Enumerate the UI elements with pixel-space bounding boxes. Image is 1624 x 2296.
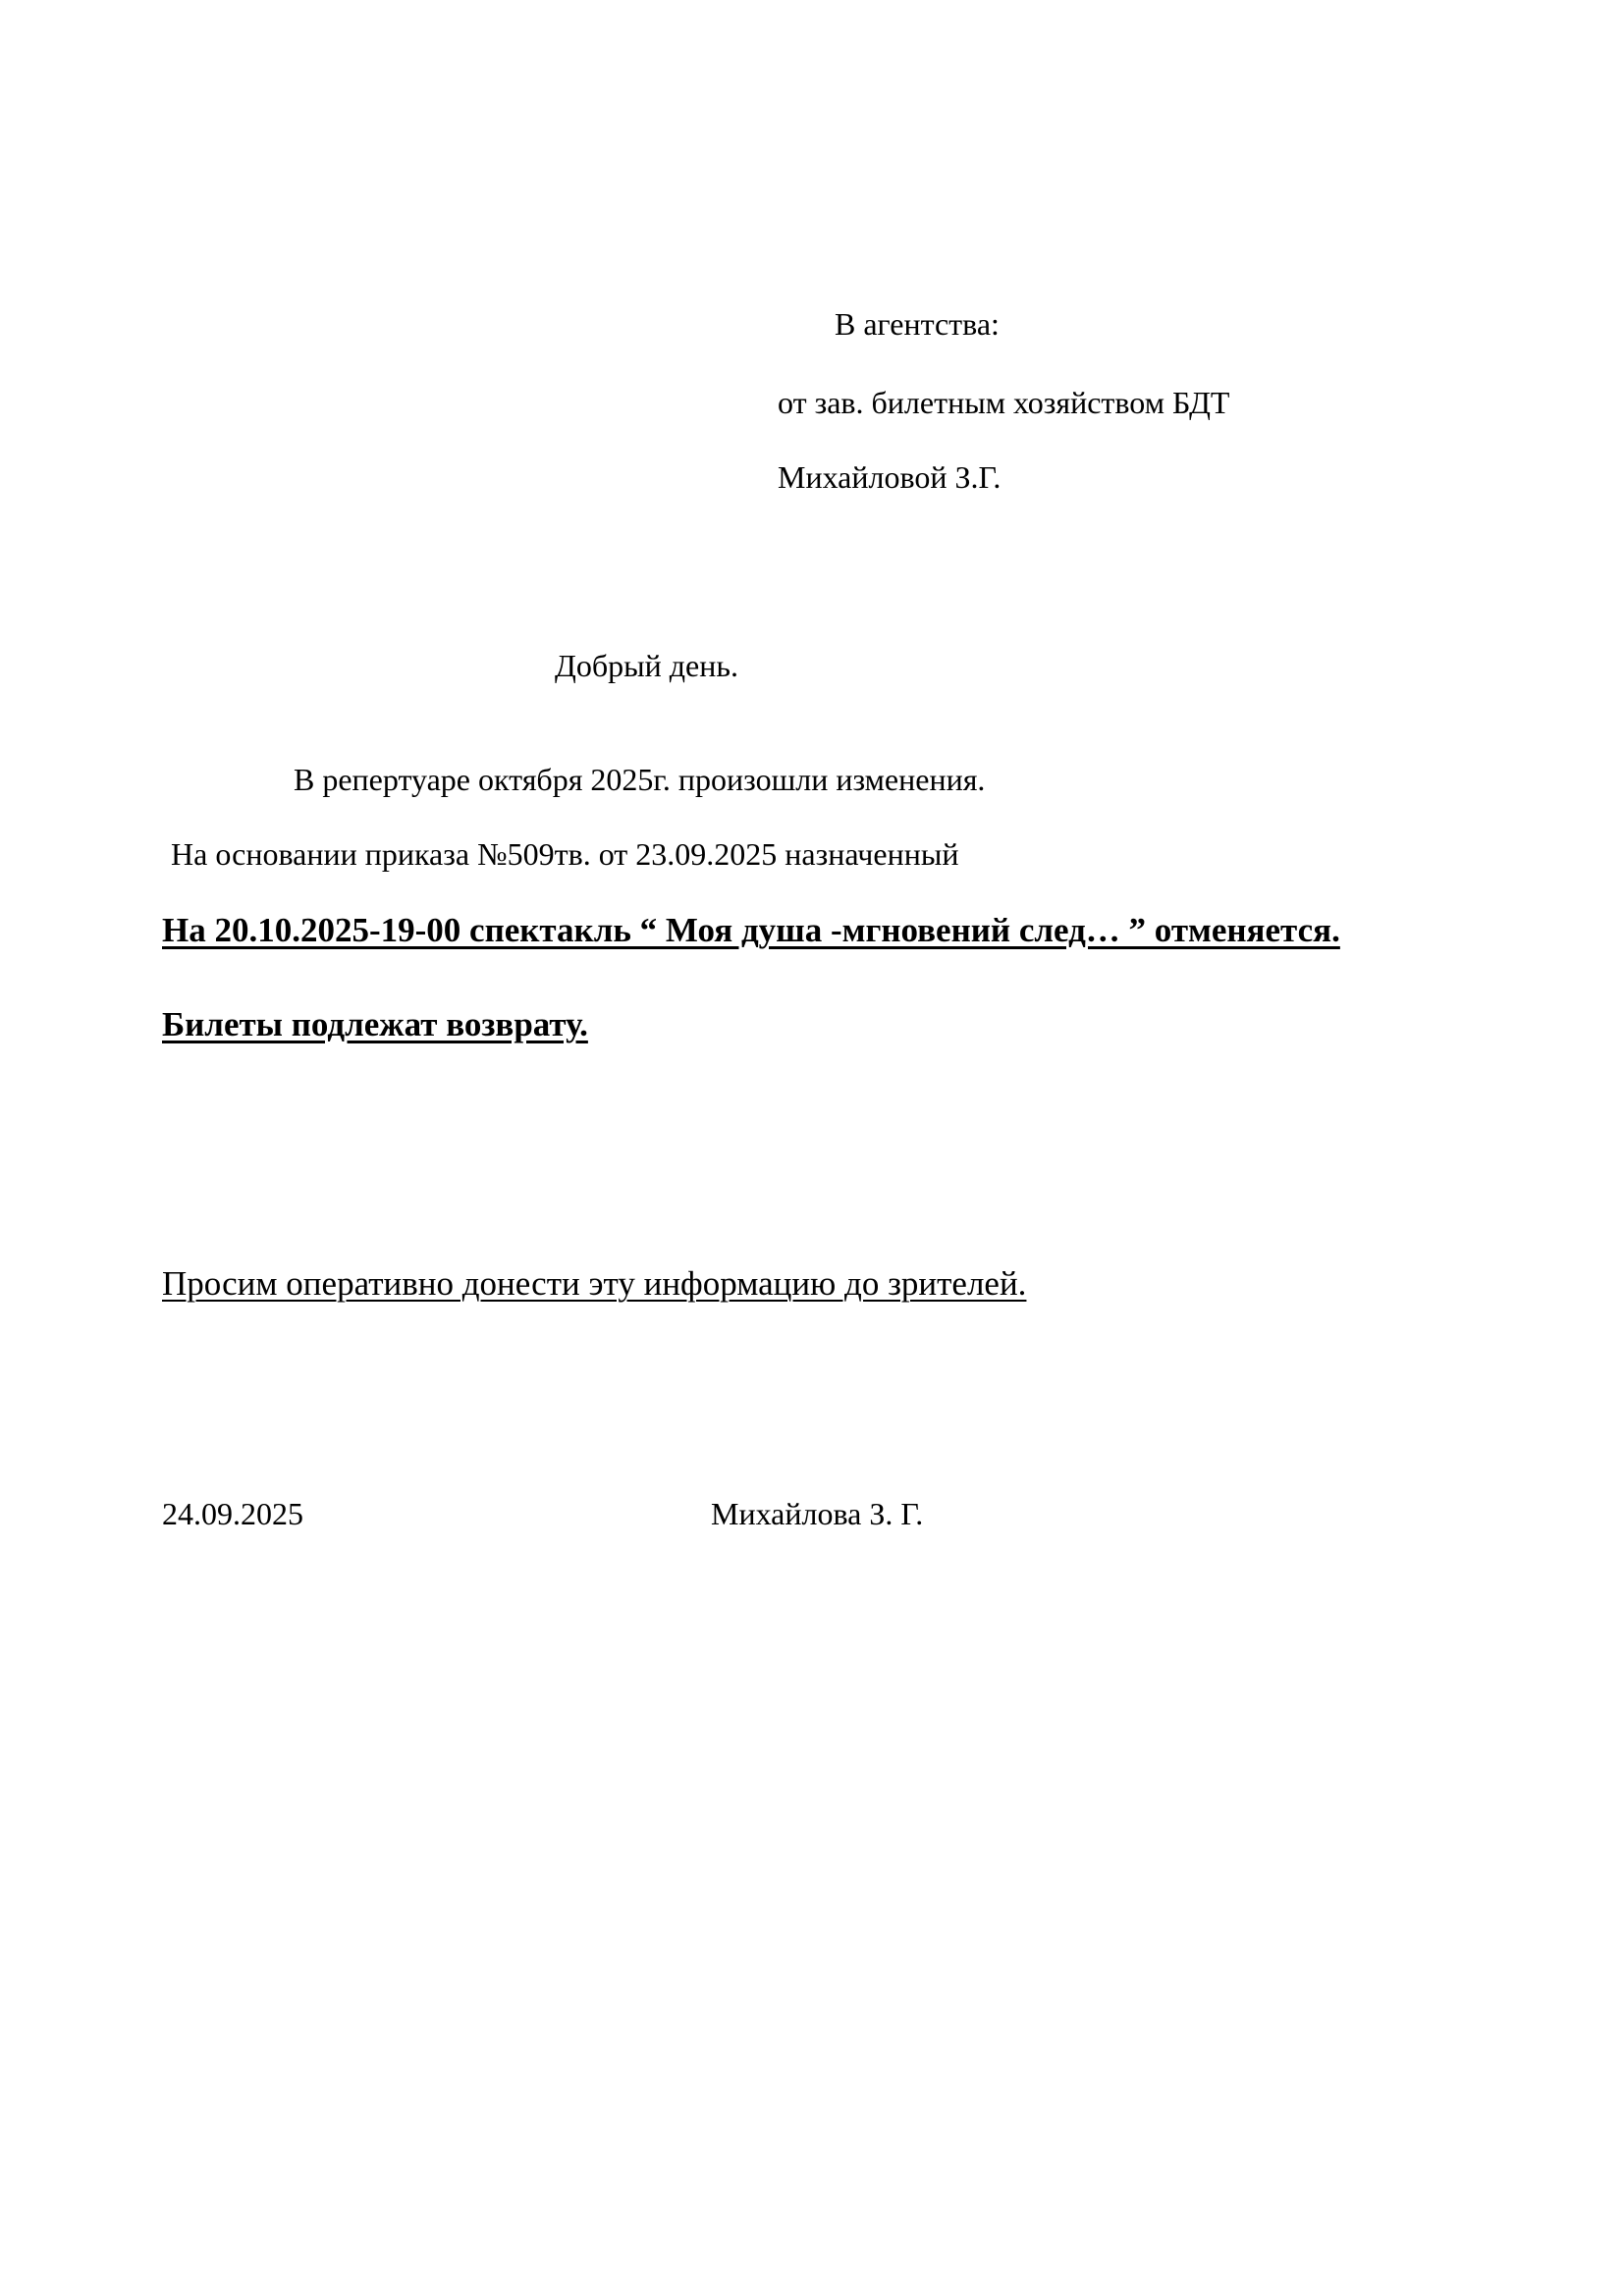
greeting: Добрый день. [555,648,738,683]
sender-name: Михайловой З.Г. [778,459,1001,495]
signer-name: Михайлова З. Г. [711,1496,924,1531]
cancellation-notice: На 20.10.2025-19-00 спектакль “ Моя душа -мгновений след… ” отменяется. [162,911,1340,949]
body-line-2: На основании приказа №509тв. от 23.09.2025 назначенный [171,836,959,872]
document-date: 24.09.2025 [162,1496,303,1531]
body-line-1: В репертуаре октября 2025г. произошли изменения. [294,762,986,797]
sender-title: от зав. билетным хозяйством БДТ [778,385,1230,420]
addressee-to: В агентства: [835,306,1000,342]
request-text: Просим оперативно донести эту информацию до зрителей. [162,1264,1027,1303]
refund-notice: Билеты подлежат возврату. [162,1005,588,1043]
